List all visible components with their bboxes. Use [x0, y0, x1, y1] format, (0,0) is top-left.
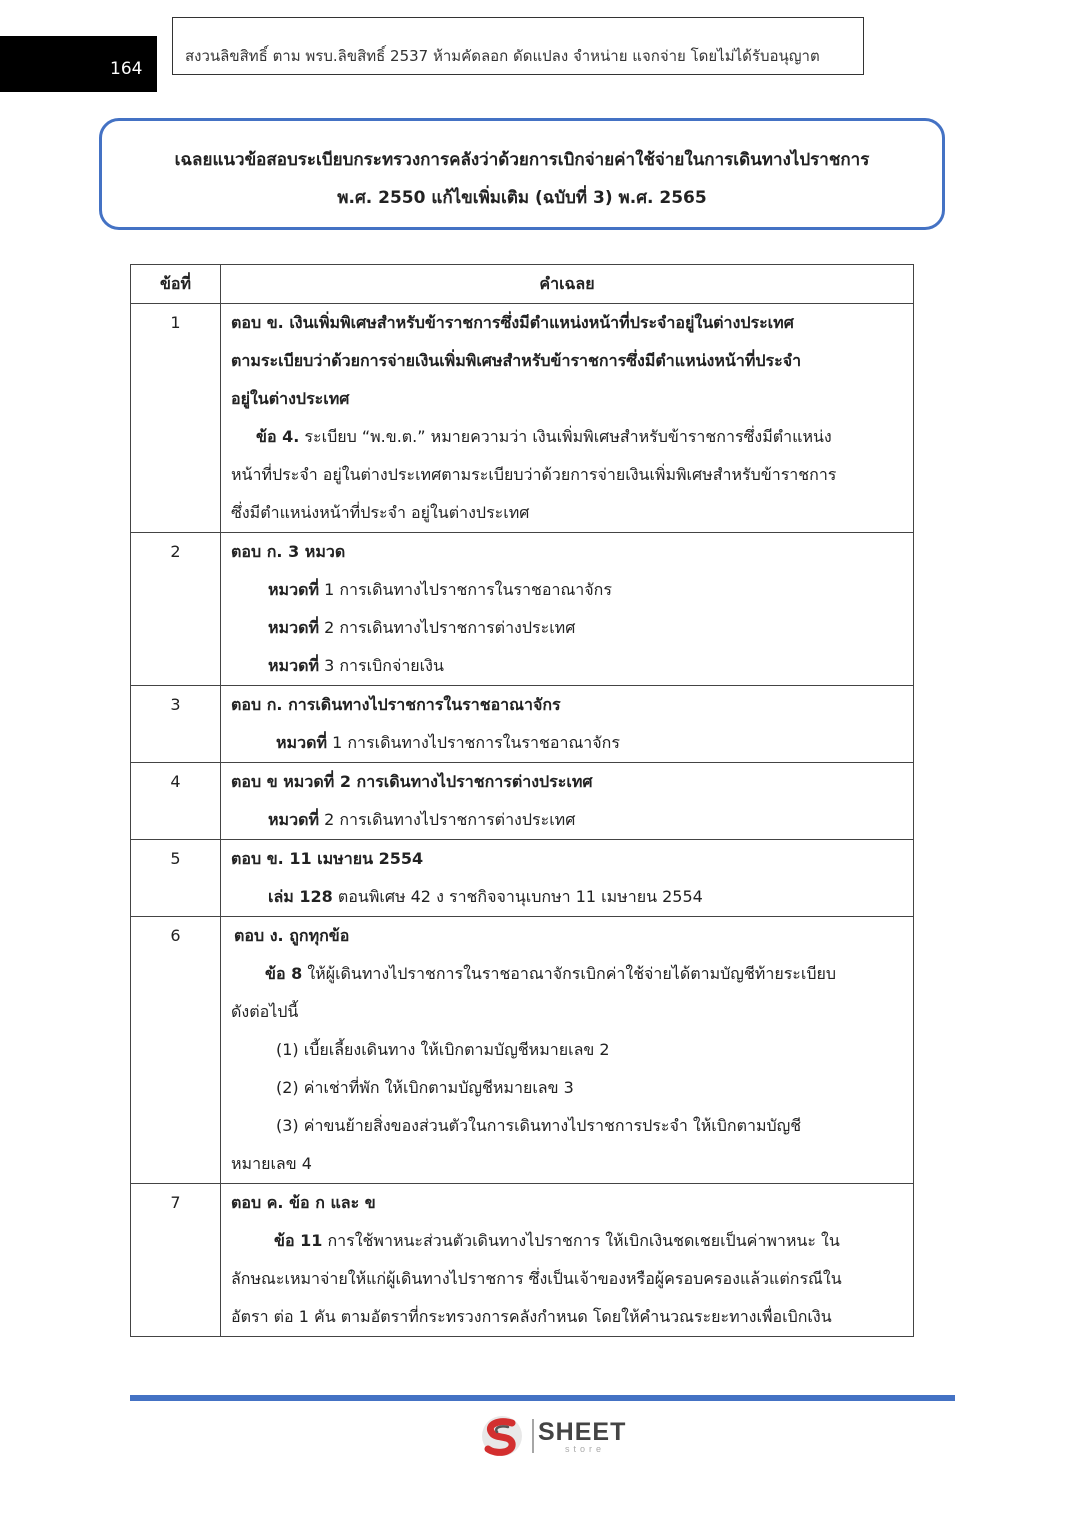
answer-cell [221, 763, 914, 840]
row-number: 5 [131, 840, 221, 917]
answer-line: ตอบ ข หมวดที่ 2 การเดินทางไปราชการต่างประเทศ [231, 772, 593, 791]
answer-cell [221, 917, 914, 1184]
copyright-notice: สงวนลิขสิทธิ์ ตาม พรบ.ลิขสิทธิ์ 2537 ห้ามคัดลอก ดัดแปลง จำหน่าย แจกจ่าย โดยไม่ได้รับอนุญาต [172, 17, 864, 75]
volume-text: ตอนพิเศษ 42 ง ราชกิจจานุเบกษา 11 เมษายน 2554 [332, 887, 703, 906]
column-header-number: ข้อที่ [131, 265, 221, 304]
logo-text: SHEET [538, 1418, 627, 1446]
table-row [131, 533, 914, 686]
section-text: 2 การเดินทางไปราชการต่างประเทศ [319, 618, 576, 637]
answer-line: ตามระเบียบว่าด้วยการจ่ายเงินเพิ่มพิเศษสำหรับข้าราชการซึ่งมีตำแหน่งหน้าที่ประจำ [231, 351, 802, 370]
clause-label: ข้อ 11 [274, 1231, 323, 1250]
clause-text: ให้ผู้เดินทางไปราชการในราชอาณาจักรเบิกค่าใช้จ่ายได้ตามบัญชีท้ายระเบียบ [302, 964, 837, 983]
section-label: หมวดที่ [268, 810, 320, 829]
answer-line: ตอบ ก. 3 หมวด [231, 542, 346, 561]
answer-cell [221, 686, 914, 763]
answer-table [130, 264, 914, 1337]
answer-line: ตอบ ข. 11 เมษายน 2554 [231, 849, 424, 868]
title-box [99, 118, 945, 230]
answer-line: (1) เบี้ยเลี้ยงเดินทาง ให้เบิกตามบัญชีหมายเลข 2 [276, 1040, 610, 1059]
section-text: 1 การเดินทางไปราชการในราชอาณาจักร [327, 733, 620, 752]
row-number: 2 [131, 533, 221, 686]
answer-line: ตอบ ข. เงินเพิ่มพิเศษสำหรับข้าราชการซึ่งมีตำแหน่งหน้าที่ประจำอยู่ในต่างประเทศ [231, 313, 794, 332]
table-row [131, 840, 914, 917]
section-text: 1 การเดินทางไปราชการในราชอาณาจักร [319, 580, 612, 599]
volume-label: เล่ม 128 [268, 887, 333, 906]
answer-line: (3) ค่าขนย้ายสิ่งของส่วนตัวในการเดินทางไปราชการประจำ ให้เบิกตามบัญชี [276, 1116, 802, 1135]
answer-line: ตอบ ง. ถูกทุกข้อ [234, 926, 350, 945]
section-text: 2 การเดินทางไปราชการต่างประเทศ [319, 810, 576, 829]
answer-cell [221, 1184, 914, 1337]
table-row [131, 763, 914, 840]
answer-line: ดังต่อไปนี้ [231, 1002, 299, 1021]
answer-line [231, 647, 903, 685]
clause-text: ระเบียบ “พ.ข.ต.” หมายความว่า เงินเพิ่มพิเศษสำหรับข้าราชการซึ่งมีตำแหน่ง [299, 427, 832, 446]
clause-label: ข้อ 4. [256, 427, 300, 446]
answer-cell [221, 840, 914, 917]
title-line-2: พ.ศ. 2550 แก้ไขเพิ่มเติม (ฉบับที่ 3) พ.ศ. 2565 [337, 188, 707, 208]
answer-line: ซึ่งมีตำแหน่งหน้าที่ประจำ อยู่ในต่างประเทศ [231, 503, 530, 522]
answer-cell [221, 533, 914, 686]
row-number: 6 [131, 917, 221, 1184]
section-text: 3 การเบิกจ่ายเงิน [319, 656, 444, 675]
answer-line [231, 801, 903, 839]
page-number: 164 [0, 36, 157, 92]
answer-line [231, 609, 903, 647]
row-number: 7 [131, 1184, 221, 1337]
answer-cell [221, 304, 914, 533]
answer-line: หน้าที่ประจำ อยู่ในต่างประเทศตามระเบียบว่าด้วยการจ่ายเงินเพิ่มพิเศษสำหรับข้าราชการ [231, 465, 837, 484]
answer-line [231, 418, 903, 456]
footer-bar [130, 1395, 955, 1401]
row-number: 4 [131, 763, 221, 840]
clause-text: การใช้พาหนะส่วนตัวเดินทางไปราชการ ให้เบิกเงินชดเชยเป็นค่าพาหนะ ใน [322, 1231, 840, 1250]
row-number: 3 [131, 686, 221, 763]
section-label: หมวดที่ [276, 733, 328, 752]
answer-line: ลักษณะเหมาจ่ายให้แก่ผู้เดินทางไปราชการ ซึ่งเป็นเจ้าของหรือผู้ครอบครองแล้วแต่กรณีใน [231, 1269, 842, 1288]
answer-line [231, 571, 903, 609]
answer-line: อัตรา ต่อ 1 คัน ตามอัตราที่กระทรวงการคลังกำหนด โดยให้คำนวณระยะทางเพื่อเบิกเงิน [231, 1307, 832, 1326]
section-label: หมวดที่ [268, 618, 320, 637]
clause-label: ข้อ 8 [265, 964, 303, 983]
answer-line [231, 1222, 903, 1260]
table-row [131, 1184, 914, 1337]
title-line-1: เฉลยแนวข้อสอบระเบียบกระทรวงการคลังว่าด้วยการเบิกจ่ายค่าใช้จ่ายในการเดินทางไปราชการ [174, 150, 870, 170]
answer-line: ตอบ ก. การเดินทางไปราชการในราชอาณาจักร [231, 695, 561, 714]
column-header-answer: คำเฉลย [221, 265, 914, 304]
answer-line [231, 724, 903, 762]
section-label: หมวดที่ [268, 580, 320, 599]
answer-line: ตอบ ค. ข้อ ก และ ข [231, 1193, 376, 1212]
answer-line [231, 955, 903, 993]
row-number: 1 [131, 304, 221, 533]
table-row [131, 304, 914, 533]
section-label: หมวดที่ [268, 656, 320, 675]
logo-subtext: store [565, 1444, 606, 1454]
table-row [131, 917, 914, 1184]
answer-line: หมายเลข 4 [231, 1154, 312, 1173]
table-row [131, 686, 914, 763]
answer-line [231, 878, 903, 916]
answer-line: อยู่ในต่างประเทศ [231, 389, 350, 408]
answer-line: (2) ค่าเช่าที่พัก ให้เบิกตามบัญชีหมายเลข 3 [276, 1078, 574, 1097]
table-header-row [131, 265, 914, 304]
